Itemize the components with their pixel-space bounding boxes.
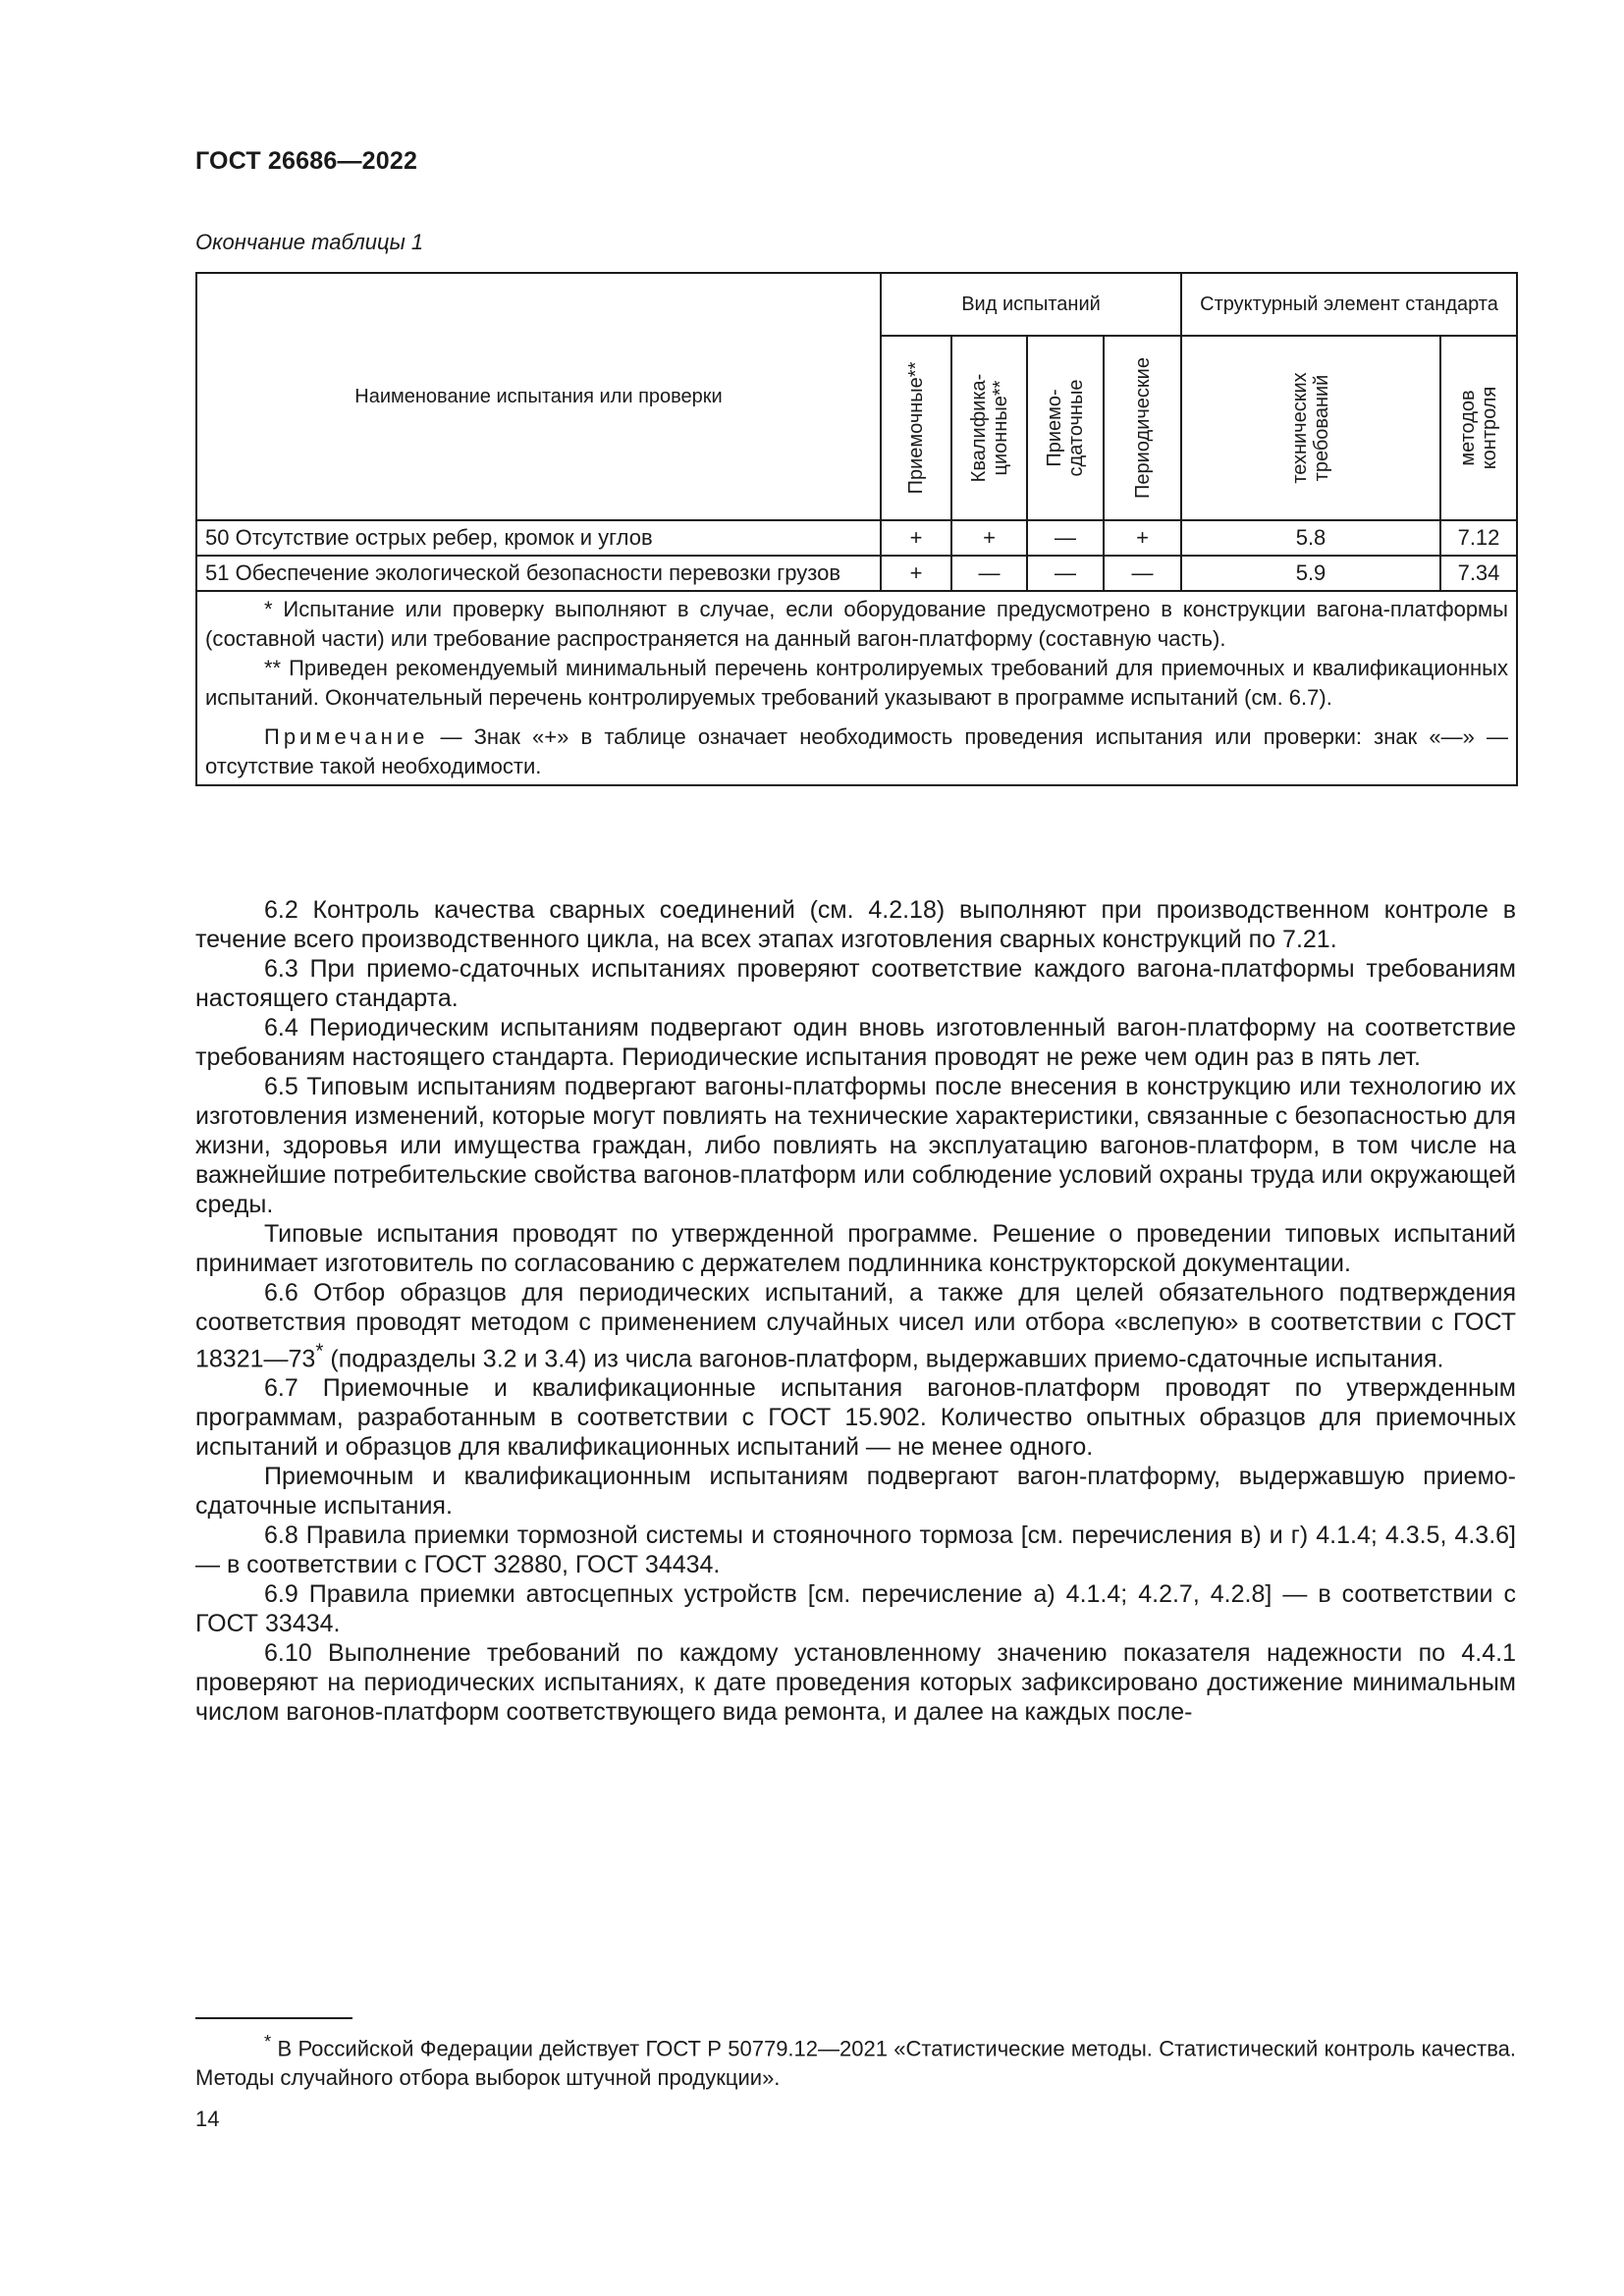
paragraph-6-9: 6.9 Правила приемки автосцепных устройств [см. перечисление а) 4.1.4; 4.2.7, 4.2.8] — в соответствии с ГОСТ 33434. <box>195 1580 1516 1638</box>
row-delivery: — <box>1027 556 1104 591</box>
header-periodic: Периодические <box>1104 336 1181 520</box>
row-name: 51 Обеспечение экологической безопасности перевозки грузов <box>196 556 881 591</box>
document-code: ГОСТ 26686—2022 <box>195 147 418 175</box>
footnote-reference: * <box>315 1340 324 1362</box>
note-label: Примечание <box>264 724 429 749</box>
paragraph-6-8: 6.8 Правила приемки тормозной системы и стояночного тормоза [см. перечисления в) и г) 4.1.4; 4.3.5, 4.3.6] — в соответствии с ГОСТ 32880, ГОСТ 34434. <box>195 1522 1516 1579</box>
table-note <box>205 722 1508 781</box>
row-technical-requirement: 5.8 <box>1181 520 1440 556</box>
row-acceptance: + <box>881 556 951 591</box>
header-test-name: Наименование испытания или проверки <box>196 273 881 520</box>
header-structural-element: Структурный элемент стандарта <box>1181 273 1517 336</box>
row-technical-requirement: 5.9 <box>1181 556 1440 591</box>
paragraph-6-5: 6.5 Типовым испытаниям подвергают вагоны-платформы после внесения в конструкцию или технологию их изготовления изменений, которые могут повлиять на технические характеристики, связанные с безопасностью для жизни, здоровья или имущества граждан, либо повлиять на эксплуатацию вагонов-платформ, в том числе на важнейшие потребительские свойства вагонов-платформ или соблюдение условий охраны труда или окружающей среды. <box>195 1073 1516 1218</box>
header-control-methods: методов контроля <box>1440 336 1517 520</box>
table-caption: Окончание таблицы 1 <box>195 230 424 254</box>
note-text: — Знак «+» в таблице означает необходимость проведения испытания или проверки: знак «—» — отсутствие такой необходимости. <box>205 724 1508 778</box>
row-acceptance: + <box>881 520 951 556</box>
paragraph-6-2: 6.2 Контроль качества сварных соединений (см. 4.2.18) выполняют при производственном контроле в течение всего производственного цикла, на всех этапах изготовления сварных конструкций по 7.21. <box>195 896 1516 953</box>
table-footnote-1: * Испытание или проверку выполняют в случае, если оборудование предусмотрено в конструкции вагона-платформы (составной части) или требование распространяется на данный вагон-платформу (составную часть). <box>205 597 1508 651</box>
table-notes-row <box>196 591 1517 785</box>
row-periodic: + <box>1104 520 1181 556</box>
footnote-text: В Российской Федерации действует ГОСТ Р 50779.12—2021 «Статистические методы. Статистический контроль качества. Методы случайного отбора выборок штучной продукции». <box>195 2036 1516 2091</box>
table-row <box>196 556 1517 591</box>
row-delivery: — <box>1027 520 1104 556</box>
row-control-method: 7.12 <box>1440 520 1517 556</box>
footnote-mark: * <box>264 2031 272 2052</box>
table-notes <box>196 591 1517 785</box>
header-qualification: Квалифика- ционные** <box>951 336 1027 520</box>
tests-table <box>195 272 1518 786</box>
row-control-method: 7.34 <box>1440 556 1517 591</box>
page-number: 14 <box>195 2107 220 2131</box>
table-row <box>196 520 1517 556</box>
paragraph-6-5-typical: Типовые испытания проводят по утвержденной программе. Решение о проведении типовых испытаний принимает изготовитель по согласованию с держателем подлинника конструкторской документации. <box>195 1220 1516 1277</box>
row-qualification: — <box>951 556 1027 591</box>
header-technical-requirements: технических требований <box>1181 336 1440 520</box>
page-footnote <box>195 2027 1516 2093</box>
paragraph-6-10: 6.10 Выполнение требований по каждому установленному значению показателя надежности по 4.4.1 проверяют на периодических испытаниях, к дате проведения которых зафиксировано достижение минимальным числом вагонов-платформ соответствующего вида ремонта, и далее на каждых после- <box>195 1639 1516 1727</box>
paragraph-6-6 <box>195 1278 1516 1373</box>
body-text <box>195 895 1516 1727</box>
row-periodic: — <box>1104 556 1181 591</box>
paragraph-6-4: 6.4 Периодическим испытаниям подвергают один вновь изготовленный вагон-платформу на соответствие требованиям настоящего стандарта. Периодические испытания проводят не реже чем один раз в пять лет. <box>195 1014 1516 1071</box>
header-test-kind: Вид испытаний <box>881 273 1181 336</box>
row-qualification: + <box>951 520 1027 556</box>
header-delivery: Приемо- сдаточные <box>1027 336 1104 520</box>
paragraph-6-3: 6.3 При приемо-сдаточных испытаниях проверяют соответствие каждого вагона-платформы требованиям настоящего стандарта. <box>195 955 1516 1012</box>
row-name: 50 Отсутствие острых ребер, кромок и углов <box>196 520 881 556</box>
footnote-divider <box>195 2017 352 2019</box>
paragraph-6-7: 6.7 Приемочные и квалификационные испытания вагонов-платформ проводят по утвержденным программам, разработанным в соответствии с ГОСТ 15.902. Количество опытных образцов для приемочных испытаний и образцов для квалификационных испытаний — не менее одного. <box>195 1374 1516 1462</box>
paragraph-6-6-text-end: (подразделы 3.2 и 3.4) из числа вагонов-платформ, выдержавших приемо-сдаточные испытания. <box>323 1345 1444 1373</box>
paragraph-6-7-qualification: Приемочным и квалификационным испытаниям подвергают вагон-платформу, выдержавшую приемо-сдаточные испытания. <box>195 1463 1516 1521</box>
paragraph-6-6-text: 6.6 Отбор образцов для периодических испытаний, а также для целей обязательного подтверждения соответствия проводят методом с применением случайных чисел или отбора «вслепую» в соответствии с ГОСТ 18321—73 <box>195 1279 1516 1373</box>
header-acceptance: Приемочные** <box>881 336 951 520</box>
table-footnote-2: ** Приведен рекомендуемый минимальный перечень контролируемых требований для приемочных и квалификационных испытаний. Окончательный перечень контролируемых требований указывают в программе испытаний (см. 6.7). <box>205 656 1508 710</box>
